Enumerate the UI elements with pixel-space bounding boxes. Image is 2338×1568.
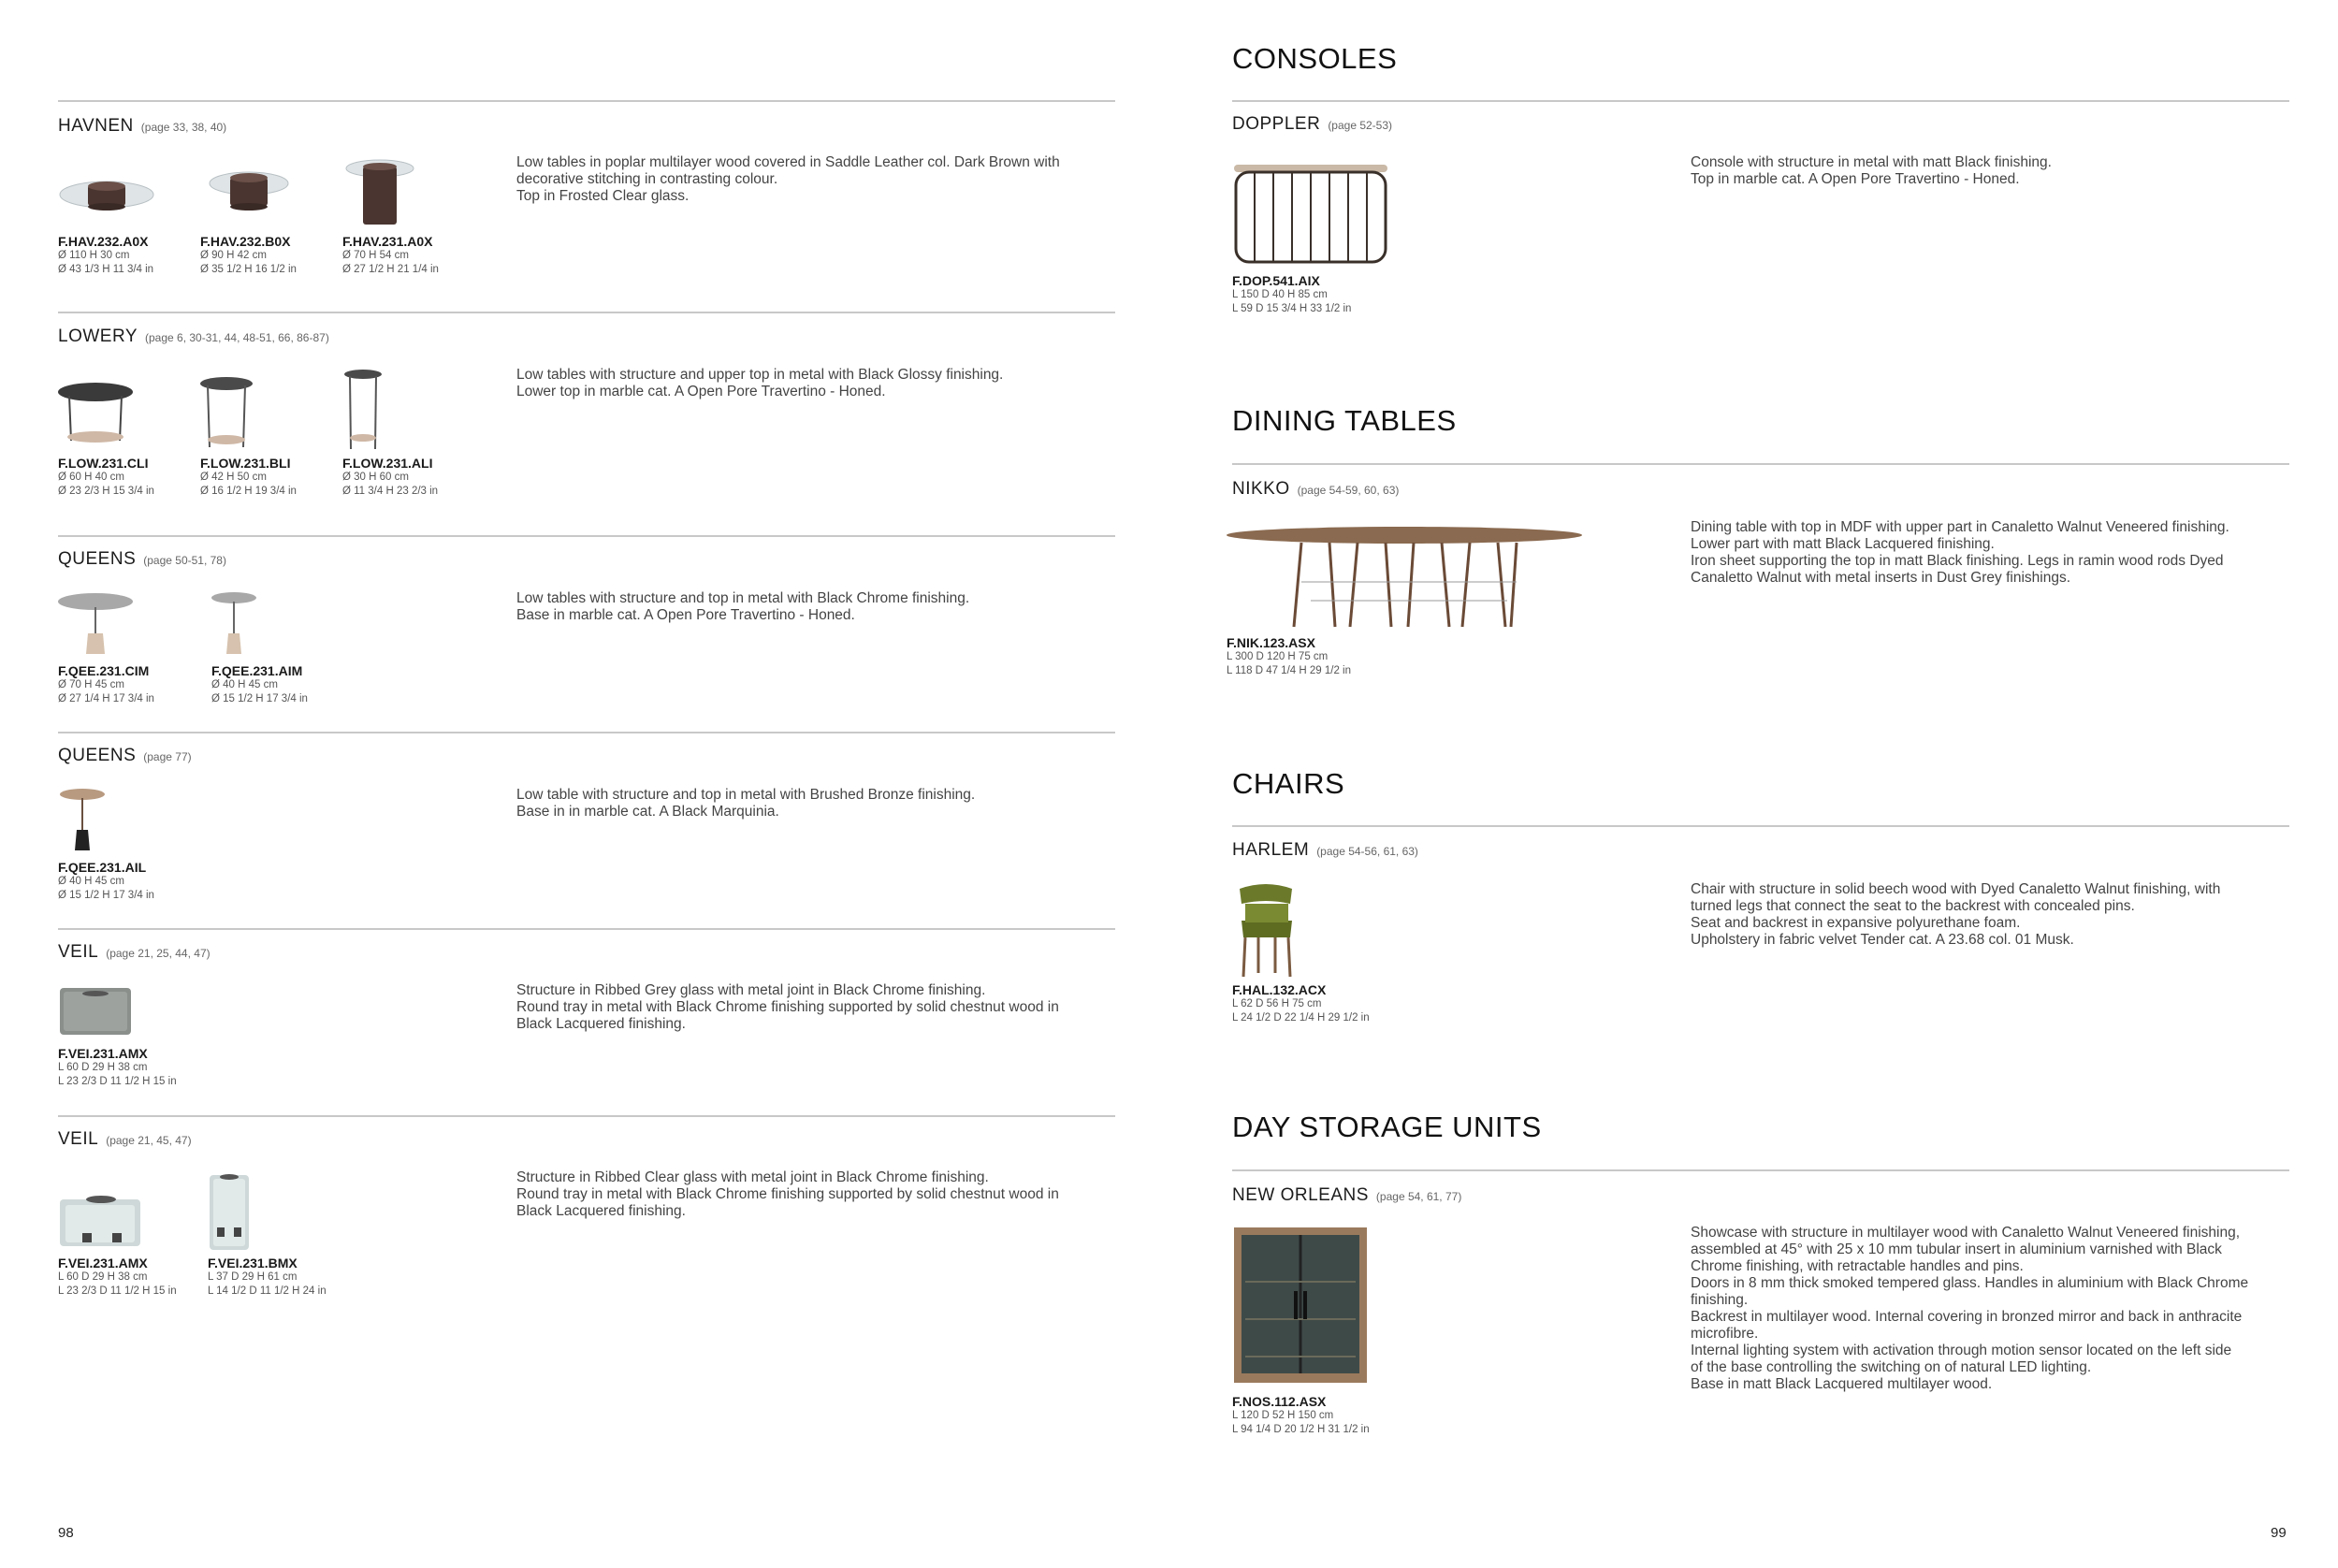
section-divider <box>58 535 1115 537</box>
product-dimensions-cm: L 120 D 52 H 150 cm <box>1232 1410 1334 1421</box>
product-code: F.HAV.232.B0X <box>200 234 291 249</box>
doppler-description: Console with structure in metal with matt Black finishing. Top in marble cat. A Open Pore Travertino - Honed. <box>1691 154 2052 187</box>
product-dimensions-cm: L 37 D 29 H 61 cm <box>208 1271 298 1283</box>
product-code: F.VEI.231.AMX <box>58 1256 148 1270</box>
harlem-description: Chair with structure in solid beech wood with Dyed Canaletto Walnut finishing, with turned legs that connect the seat to the backrest with concealed pins. Seat and backrest in expansive polyurethane foam. Upholstery in fabric velvet Tender cat. A 23.68 col. 01 Musk. <box>1691 881 2221 948</box>
product-image-veil-clear-low <box>58 1171 198 1254</box>
product-dimensions-cm: Ø 30 H 60 cm <box>342 472 409 483</box>
section-divider <box>58 100 1115 102</box>
section-header-doppler: DOPPLER (page 52-53) <box>1232 114 1393 134</box>
product-image-veil-clear-tall <box>208 1171 348 1254</box>
product-card <box>58 980 198 1089</box>
product-card <box>342 157 483 277</box>
product-card <box>1232 1226 1438 1437</box>
product-image-queens-bronze <box>58 781 198 858</box>
havnen-description: Low tables in poplar multilayer wood covered in Saddle Leather col. Dark Brown with decorative stitching in contrasting colour. Top in Frosted Clear glass. <box>516 154 1060 204</box>
product-code: F.NOS.112.ASX <box>1232 1394 1327 1409</box>
section-header-havnen: HAVNEN (page 33, 38, 40) <box>58 116 227 136</box>
section-header-nikko: NIKKO (page 54-59, 60, 63) <box>1232 479 1400 499</box>
new-orleans-description: Showcase with structure in multilayer wood with Canaletto Walnut Veneered finishing, assembled at 45° with 25 x 10 mm tubular insert in aluminium varnished with Black Chrome finishing, with retractable handles and pins. Doors in 8 mm thick smoked tempered glass. Handles in aluminium with Black Chrome finishing. Backrest in multilayer wood. Internal covering in bronzed mirror and back in anthracite microfibre. Internal lighting system with activation through motion sensor located on the left side of the base controlling the switching on of natural LED lighting. Base in matt Black Lacquered multilayer wood. <box>1691 1225 2249 1392</box>
product-dimensions-cm: Ø 70 H 54 cm <box>342 250 409 261</box>
section-header-veil: VEIL (page 21, 25, 44, 47) <box>58 942 211 962</box>
product-dimensions-cm: Ø 42 H 50 cm <box>200 472 267 483</box>
product-dimensions-cm: L 60 D 29 H 38 cm <box>58 1062 148 1073</box>
product-dimensions-in: L 118 D 47 1/4 H 29 1/2 in <box>1227 665 1351 676</box>
product-dimensions-in: L 24 1/2 D 22 1/4 H 29 1/2 in <box>1232 1012 1370 1024</box>
product-dimensions-in: Ø 15 1/2 H 17 3/4 in <box>58 890 154 901</box>
section-divider <box>58 312 1115 313</box>
product-image-veil-grey <box>58 980 198 1044</box>
product-code: F.LOW.231.CLI <box>58 456 149 471</box>
product-card <box>211 585 352 706</box>
veil-description: Structure in Ribbed Grey glass with metal joint in Black Chrome finishing. Round tray in metal with Black Chrome finishing supported by solid chestnut wood in Black Lacquered finishing. <box>516 982 1059 1032</box>
section-divider <box>58 1115 1115 1117</box>
section-divider <box>1232 463 2289 465</box>
product-image-harlem <box>1232 879 1438 980</box>
product-dimensions-in: L 59 D 15 3/4 H 33 1/2 in <box>1232 303 1352 314</box>
product-code: F.VEI.231.BMX <box>208 1256 298 1270</box>
product-dimensions-cm: L 60 D 29 H 38 cm <box>58 1271 148 1283</box>
product-image-lowery-30 <box>342 367 483 454</box>
section-divider <box>1232 1169 2289 1171</box>
category-title-dining-tables: DINING TABLES <box>1232 404 1457 437</box>
product-dimensions-in: Ø 27 1/2 H 21 1/4 in <box>342 264 439 275</box>
section-header-harlem: HARLEM (page 54-56, 61, 63) <box>1232 840 1418 860</box>
queens-bronze-description: Low table with structure and top in metal with Brushed Bronze finishing. Base in in marble cat. A Black Marquinia. <box>516 787 976 820</box>
section-header-queens-bronze: QUEENS (page 77) <box>58 746 192 765</box>
product-code: F.QEE.231.AIL <box>58 860 147 875</box>
product-dimensions-cm: Ø 40 H 45 cm <box>58 876 124 887</box>
product-image-doppler <box>1232 161 1438 271</box>
product-dimensions-in: L 14 1/2 D 11 1/2 H 24 in <box>208 1285 327 1297</box>
product-dimensions-in: Ø 15 1/2 H 17 3/4 in <box>211 693 308 704</box>
section-header-queens: QUEENS (page 50-51, 78) <box>58 549 226 569</box>
page-number: 99 <box>2271 1525 2287 1541</box>
product-code: F.QEE.231.CIM <box>58 663 150 678</box>
product-dimensions-cm: L 150 D 40 H 85 cm <box>1232 289 1328 300</box>
product-card <box>58 379 198 499</box>
product-dimensions-cm: Ø 90 H 42 cm <box>200 250 267 261</box>
product-code: F.DOP.541.AIX <box>1232 273 1320 288</box>
product-dimensions-cm: L 62 D 56 H 75 cm <box>1232 998 1322 1009</box>
product-code: F.HAL.132.ACX <box>1232 982 1327 997</box>
product-card <box>1227 526 1601 678</box>
section-header-veil-clear: VEIL (page 21, 45, 47) <box>58 1129 192 1149</box>
product-image-lowery-42 <box>200 374 341 454</box>
product-card <box>200 157 341 277</box>
product-dimensions-cm: Ø 40 H 45 cm <box>211 679 278 690</box>
product-code: F.LOW.231.ALI <box>342 456 433 471</box>
product-code: F.HAV.232.A0X <box>58 234 149 249</box>
product-dimensions-cm: L 300 D 120 H 75 cm <box>1227 651 1329 662</box>
product-dimensions-in: Ø 43 1/3 H 11 3/4 in <box>58 264 154 275</box>
section-header-new-orleans: NEW ORLEANS (page 54, 61, 77) <box>1232 1185 1462 1205</box>
product-dimensions-in: L 23 2/3 D 11 1/2 H 15 in <box>58 1285 177 1297</box>
category-title-day-storage-units: DAY STORAGE UNITS <box>1232 1111 1542 1143</box>
product-card <box>1232 161 1438 316</box>
product-card <box>1232 879 1438 1025</box>
right-page <box>1169 0 2338 1568</box>
section-header-lowery: LOWERY (page 6, 30-31, 44, 48-51, 66, 86-87) <box>58 327 329 346</box>
page-number: 98 <box>58 1525 74 1541</box>
product-dimensions-in: L 94 1/4 D 20 1/2 H 31 1/2 in <box>1232 1424 1370 1435</box>
product-image-queens-40 <box>211 585 352 661</box>
section-divider <box>1232 825 2289 827</box>
product-image-havnen-70 <box>342 157 483 232</box>
product-dimensions-in: Ø 11 3/4 H 23 2/3 in <box>342 486 439 497</box>
product-dimensions-cm: Ø 70 H 45 cm <box>58 679 124 690</box>
product-card <box>208 1171 348 1299</box>
product-code: F.VEI.231.AMX <box>58 1046 148 1061</box>
section-divider <box>1232 100 2289 102</box>
product-code: F.HAV.231.A0X <box>342 234 433 249</box>
product-card <box>200 374 341 499</box>
product-card <box>58 585 198 706</box>
product-dimensions-in: Ø 27 1/4 H 17 3/4 in <box>58 693 154 704</box>
veil-clear-description: Structure in Ribbed Clear glass with metal joint in Black Chrome finishing. Round tray in metal with Black Chrome finishing supported by solid chestnut wood in Black Lacquered finishing. <box>516 1169 1059 1219</box>
product-dimensions-in: L 23 2/3 D 11 1/2 H 15 in <box>58 1076 177 1087</box>
category-title-chairs: CHAIRS <box>1232 767 1345 800</box>
product-dimensions-in: Ø 16 1/2 H 19 3/4 in <box>200 486 297 497</box>
queens-description: Low tables with structure and top in metal with Black Chrome finishing. Base in marble cat. A Open Pore Travertino - Honed. <box>516 590 970 623</box>
section-divider <box>58 928 1115 930</box>
category-title-consoles: CONSOLES <box>1232 42 1398 75</box>
product-image-lowery-60 <box>58 379 198 454</box>
product-image-nikko <box>1227 526 1601 633</box>
nikko-description: Dining table with top in MDF with upper part in Canaletto Walnut Veneered finishing. Lower part with matt Black Lacquered finishing. Iron sheet supporting the top in matt Black finishing. Legs in ramin wood rods Dyed Canaletto Walnut with metal inserts in Dust Grey finishings. <box>1691 519 2229 586</box>
product-image-havnen-90 <box>200 157 341 232</box>
product-dimensions-in: Ø 35 1/2 H 16 1/2 in <box>200 264 297 275</box>
product-card <box>58 157 198 277</box>
product-code: F.NIK.123.ASX <box>1227 635 1315 650</box>
product-code: F.QEE.231.AIM <box>211 663 303 678</box>
product-dimensions-cm: Ø 60 H 40 cm <box>58 472 124 483</box>
product-image-new-orleans <box>1232 1226 1438 1392</box>
product-dimensions-cm: Ø 110 H 30 cm <box>58 250 130 261</box>
product-card <box>342 367 483 499</box>
section-divider <box>58 732 1115 733</box>
product-card <box>58 781 198 903</box>
product-image-queens-70 <box>58 585 198 661</box>
product-dimensions-in: Ø 23 2/3 H 15 3/4 in <box>58 486 154 497</box>
product-card <box>58 1171 198 1299</box>
product-code: F.LOW.231.BLI <box>200 456 291 471</box>
product-image-havnen-110 <box>58 157 198 232</box>
lowery-description: Low tables with structure and upper top in metal with Black Glossy finishing. Lower top in marble cat. A Open Pore Travertino - Honed. <box>516 367 1004 399</box>
